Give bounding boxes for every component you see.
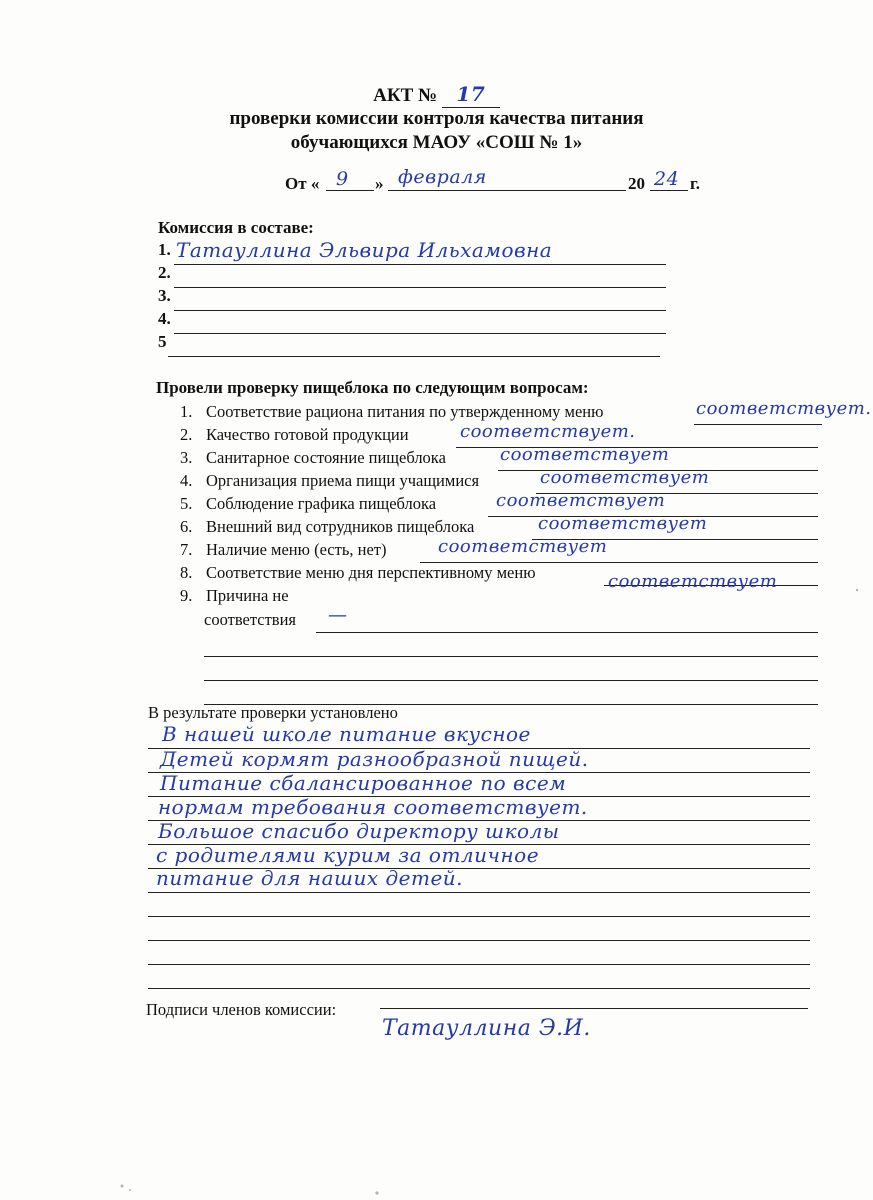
inspection-item-num: 2. xyxy=(180,425,193,444)
year-suffix: 24 xyxy=(654,168,680,190)
act-number-field xyxy=(442,82,500,108)
result-rule xyxy=(148,916,810,917)
answer-line xyxy=(204,680,818,681)
member-line xyxy=(174,264,666,265)
result-line: питание для наших детей. xyxy=(156,866,464,890)
year-prefix: 20 xyxy=(628,174,645,193)
year-end: г. xyxy=(690,174,701,193)
inspection-item-answer: соответствует xyxy=(608,571,778,592)
member-line xyxy=(174,287,666,288)
inspection-item-text: Наличие меню (есть, нет) xyxy=(206,540,387,559)
member-num: 5 xyxy=(158,332,167,351)
act-subtitle-line2: обучающихся МАОУ «СОШ № 1» xyxy=(290,132,583,153)
inspection-item-num: 9. xyxy=(180,586,193,605)
inspection-item-text: Санитарное состояние пищеблока xyxy=(206,448,446,467)
member-line xyxy=(168,356,660,357)
date-month: февраля xyxy=(398,166,487,188)
inspection-item9-answer: — xyxy=(328,604,348,626)
inspection-item-num: 4. xyxy=(180,471,193,490)
answer-line xyxy=(316,632,818,633)
signatures-heading: Подписи членов комиссии: xyxy=(146,1000,337,1019)
member-num: 1. xyxy=(158,240,171,259)
member-name: Татауллина Эльвира Ильхамовна xyxy=(176,238,553,262)
inspection-item-num: 6. xyxy=(180,517,193,536)
inspection-item-answer: соответствует xyxy=(538,513,708,534)
inspection-heading: Провели проверку пищеблока по следующим вопросам: xyxy=(156,378,589,397)
commission-heading: Комиссия в составе: xyxy=(158,218,314,237)
inspection-item-text: Внешний вид сотрудников пищеблока xyxy=(206,517,475,536)
act-number: 17 xyxy=(456,82,486,106)
inspection-item-num: 8. xyxy=(180,563,193,582)
act-subtitle-line1: проверки комиссии контроля качества питания xyxy=(229,108,644,129)
inspection-item9-line2: соответствия xyxy=(204,610,296,629)
inspection-item-answer: соответствует xyxy=(500,444,670,465)
inspection-item9-line1: Причина не xyxy=(206,586,289,605)
date-prefix: От « xyxy=(285,174,320,193)
member-line xyxy=(174,310,666,311)
result-line: Большое спасибо директору школы xyxy=(158,819,560,843)
year-line xyxy=(650,190,688,191)
date-close: » xyxy=(375,174,384,193)
signature: Татауллина Э.И. xyxy=(382,1016,591,1041)
inspection-item-answer: соответствует xyxy=(438,536,608,557)
member-num: 3. xyxy=(158,286,171,305)
inspection-item-text: Качество готовой продукции xyxy=(206,425,409,444)
result-line: нормам требования соответствует. xyxy=(158,795,588,819)
inspection-item-answer: соответствует xyxy=(496,490,666,511)
result-line: Детей кормят разнообразной пищей. xyxy=(160,747,589,771)
inspection-item-answer: соответствует xyxy=(540,467,710,488)
inspection-item-num: 3. xyxy=(180,448,193,467)
act-title xyxy=(0,82,873,108)
inspection-item-text: Соблюдение графика пищеблока xyxy=(206,494,437,513)
date-month-line xyxy=(388,190,626,191)
inspection-item-num: 5. xyxy=(180,494,193,513)
signature-rule xyxy=(380,1008,808,1009)
result-line: В нашей школе питание вкусное xyxy=(162,722,531,746)
result-heading: В результате проверки установлено xyxy=(148,703,398,722)
inspection-item-num: 1. xyxy=(180,402,193,421)
inspection-item-text: Соответствие рациона питания по утвержденному меню xyxy=(206,402,604,421)
date-day: 9 xyxy=(336,168,349,190)
result-line: Питание сбалансированное по всем xyxy=(160,771,567,795)
result-rule xyxy=(148,892,810,893)
result-rule xyxy=(148,988,810,989)
result-rule xyxy=(148,964,810,965)
date-day-line xyxy=(326,190,374,191)
inspection-item-answer: соответствует. xyxy=(696,398,872,419)
result-line: с родителями курим за отличное xyxy=(156,843,540,867)
inspection-item-num: 7. xyxy=(180,540,193,559)
inspection-item-text: Организация приема пищи учащимися xyxy=(206,471,480,490)
answer-line xyxy=(204,656,818,657)
act-title-prefix: АКТ № xyxy=(373,85,438,106)
member-num: 4. xyxy=(158,309,171,328)
member-line xyxy=(174,333,666,334)
answer-line xyxy=(694,424,822,425)
inspection-item-text: Соответствие меню дня перспективному меню xyxy=(206,563,536,582)
inspection-item-answer: соответствует. xyxy=(460,421,636,442)
member-num: 2. xyxy=(158,263,171,282)
result-rule xyxy=(148,940,810,941)
